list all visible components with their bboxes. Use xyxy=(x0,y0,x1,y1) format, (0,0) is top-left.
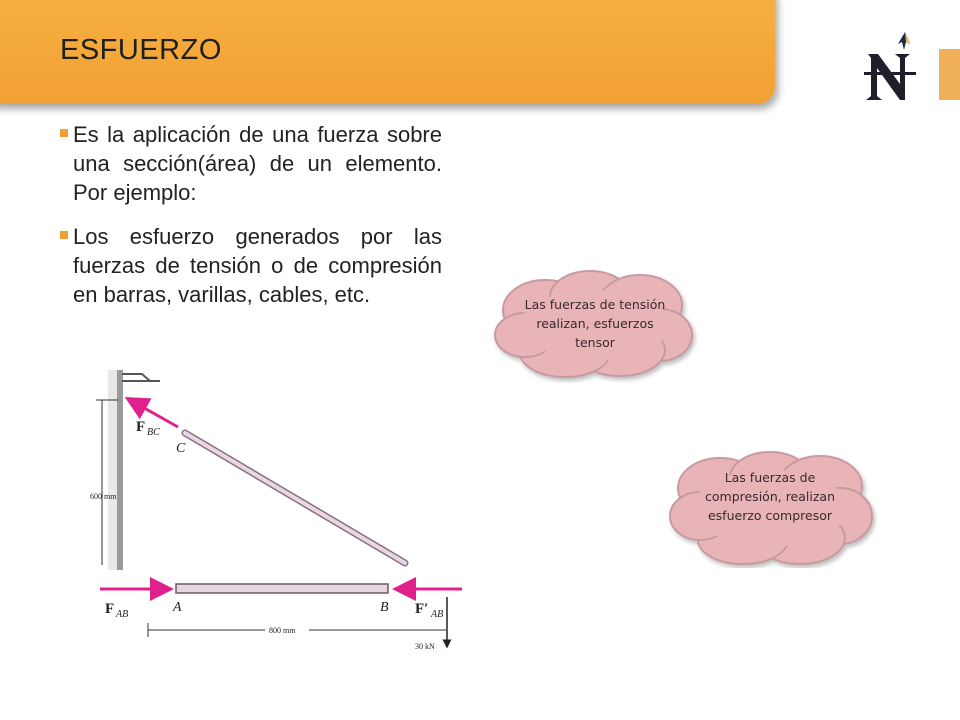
fbc-subscript: BC xyxy=(147,427,160,438)
fab-label: F xyxy=(105,601,115,617)
fab-subscript: AB xyxy=(116,609,129,620)
load-label: 30 kN xyxy=(415,642,435,651)
length-label: 800 mm xyxy=(269,626,296,635)
fbc-label: F xyxy=(136,419,146,435)
bullet-marker-icon xyxy=(60,231,68,239)
n-logo-icon xyxy=(860,28,920,104)
bullet-item xyxy=(58,222,442,309)
bullet-item xyxy=(58,120,442,207)
member-ab xyxy=(176,584,388,593)
cloud-text-tension: Las fuerzas de tensión realizan, esfuerzos tensor xyxy=(524,297,666,350)
height-label: 600 mm xyxy=(90,492,117,501)
truss-diagram xyxy=(60,365,470,665)
cloud-text-compression: Las fuerzas de compresión, realizan esfuerzo compresor xyxy=(705,470,835,523)
logo-accent-bar xyxy=(939,49,960,100)
point-b-label: B xyxy=(380,600,389,615)
point-a-label: A xyxy=(173,600,182,615)
point-c-label: C xyxy=(176,441,186,456)
bullet-text: Es la aplicación de una fuerza sobre una sección(área) de un elemento. Por ejemplo: xyxy=(73,122,442,205)
bullet-marker-icon xyxy=(60,129,68,137)
bullet-text: Los esfuerzo generados por las fuerzas de tensión o de compresión en barras, varillas, cables, etc. xyxy=(73,224,442,307)
bullet-list xyxy=(58,120,442,324)
fpab-label: F′ xyxy=(415,601,429,617)
page-title: ESFUERZO xyxy=(60,34,222,66)
fpab-subscript: AB xyxy=(431,609,444,620)
